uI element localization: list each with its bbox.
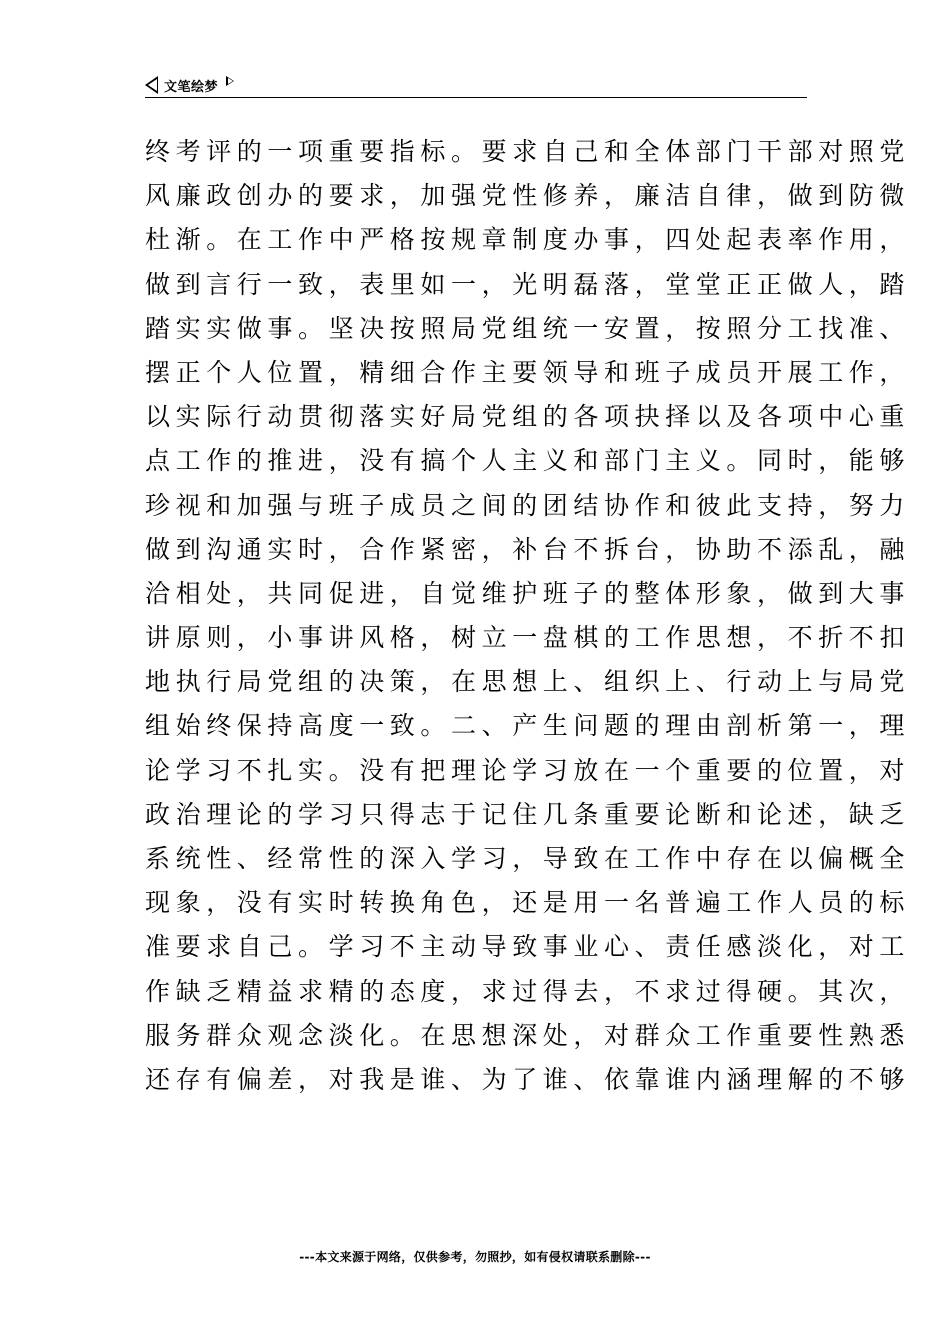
page-header	[145, 72, 805, 98]
text-line: 地执行局党组的决策，在思想上、组织上、行动上与局党	[145, 667, 911, 697]
text-line: 作缺乏精益求精的态度，求过得去，不求过得硬。其次，	[145, 976, 911, 1006]
text-line: 论学习不扎实。没有把理论学习放在一个重要的位置，对	[145, 755, 911, 785]
text-line: 做到言行一致，表里如一，光明磊落，堂堂正正做人，踏	[145, 269, 911, 299]
text-line: 终考评的一项重要指标。要求自己和全体部门干部对照党	[145, 137, 911, 166]
text-line: 讲原则，小事讲风格，树立一盘棋的工作思想，不折不扣	[145, 623, 911, 653]
text-line: 做到沟通实时，合作紧密，补台不拆台，协助不添乱，融	[145, 534, 911, 564]
text-line: 政治理论的学习只得志于记住几条重要论断和论述，缺乏	[145, 799, 911, 829]
text-line: 现象，没有实时转换角色，还是用一名普遍工作人员的标	[145, 888, 911, 918]
text-line: 风廉政创办的要求，加强党性修养，廉洁自律，做到防微	[145, 181, 911, 211]
text-line: 系统性、经常性的深入学习，导致在工作中存在以偏概全	[145, 844, 911, 873]
footer-disclaimer: ---本文来源于网络，仅供参考，勿照抄，如有侵权请联系删除---	[299, 1250, 651, 1264]
text-line: 摆正个人位置，精细合作主要领导和班子成员开展工作，	[145, 357, 911, 387]
text-line: 以实际行动贯彻落实好局党组的各项抉择以及各项中心重	[145, 402, 911, 432]
text-line: 服务群众观念淡化。在思想深处，对群众工作重要性熟悉	[145, 1020, 911, 1050]
text-line: 还存有偏差，对我是谁、为了谁、依靠谁内涵理解的不够	[145, 1064, 911, 1094]
header-divider	[145, 97, 807, 98]
text-line: 洽相处，共同促进，自觉维护班子的整体形象，做到大事	[145, 578, 911, 608]
text-line: 踏实实做事。坚决按照局党组统一安置，按照分工找准、	[145, 313, 911, 343]
text-line: 准要求自己。学习不主动导致事业心、责任感淡化，对工	[145, 932, 911, 962]
document-body	[145, 130, 911, 1102]
header-title: 文笔绘梦	[164, 79, 219, 95]
text-line: 点工作的推进，没有搞个人主义和部门主义。同时，能够	[145, 446, 911, 476]
text-line: 杜渐。在工作中严格按规章制度办事，四处起表率作用，	[145, 225, 911, 255]
triangle-left-icon	[145, 76, 158, 94]
text-line: 组始终保持高度一致。二、产生问题的理由剖析第一，理	[145, 711, 911, 741]
text-line: 珍视和加强与班子成员之间的团结协作和彼此支持，努力	[145, 490, 911, 520]
triangle-right-icon	[226, 76, 234, 86]
